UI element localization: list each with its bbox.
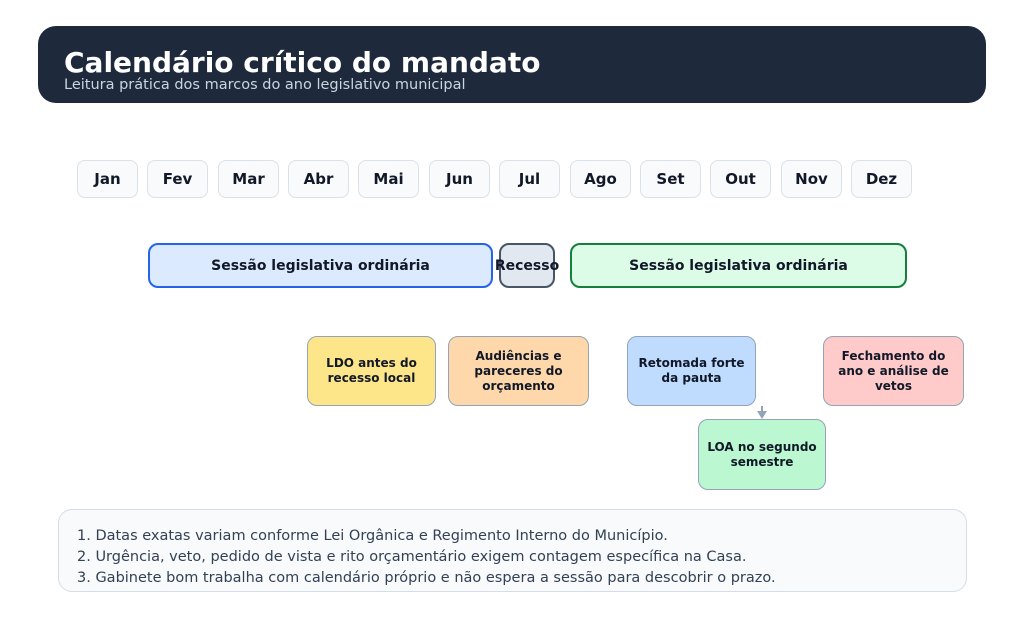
milestone-retomada: Retomada forte da pauta [627, 336, 756, 406]
month-out: Out [710, 160, 771, 198]
milestone-loa: LOA no segundo semestre [698, 419, 826, 490]
note-line: 1. Datas exatas variam conforme Lei Orgânica e Regimento Interno do Município. [77, 528, 668, 544]
first-session-bar: Sessão legislativa ordinária [148, 243, 493, 288]
milestone-audiencias: Audiências e pareceres do orçamento [448, 336, 589, 406]
month-mar: Mar [218, 160, 279, 198]
second-session-bar: Sessão legislativa ordinária [570, 243, 907, 288]
notes-panel [58, 509, 967, 592]
page-subtitle: Leitura prática dos marcos do ano legislativo municipal [64, 77, 466, 93]
header-banner [38, 26, 986, 103]
month-fev: Fev [147, 160, 208, 198]
month-jul: Jul [499, 160, 560, 198]
month-jan: Jan [77, 160, 138, 198]
month-nov: Nov [781, 160, 842, 198]
note-line: 2. Urgência, veto, pedido de vista e rito orçamentário exigem contagem específica na Casa. [77, 549, 747, 565]
milestone-ldo: LDO antes do recesso local [307, 336, 436, 406]
note-line: 3. Gabinete bom trabalha com calendário próprio e não espera a sessão para descobrir o prazo. [77, 570, 776, 586]
month-set: Set [640, 160, 701, 198]
page-title: Calendário crítico do mandato [64, 46, 541, 79]
month-abr: Abr [288, 160, 349, 198]
month-dez: Dez [851, 160, 912, 198]
milestone-fechamento: Fechamento do ano e análise de vetos [823, 336, 964, 406]
month-mai: Mai [358, 160, 419, 198]
month-ago: Ago [570, 160, 631, 198]
month-jun: Jun [429, 160, 490, 198]
recess-bar: Recesso [499, 243, 555, 288]
arrow-down-icon [757, 411, 767, 419]
